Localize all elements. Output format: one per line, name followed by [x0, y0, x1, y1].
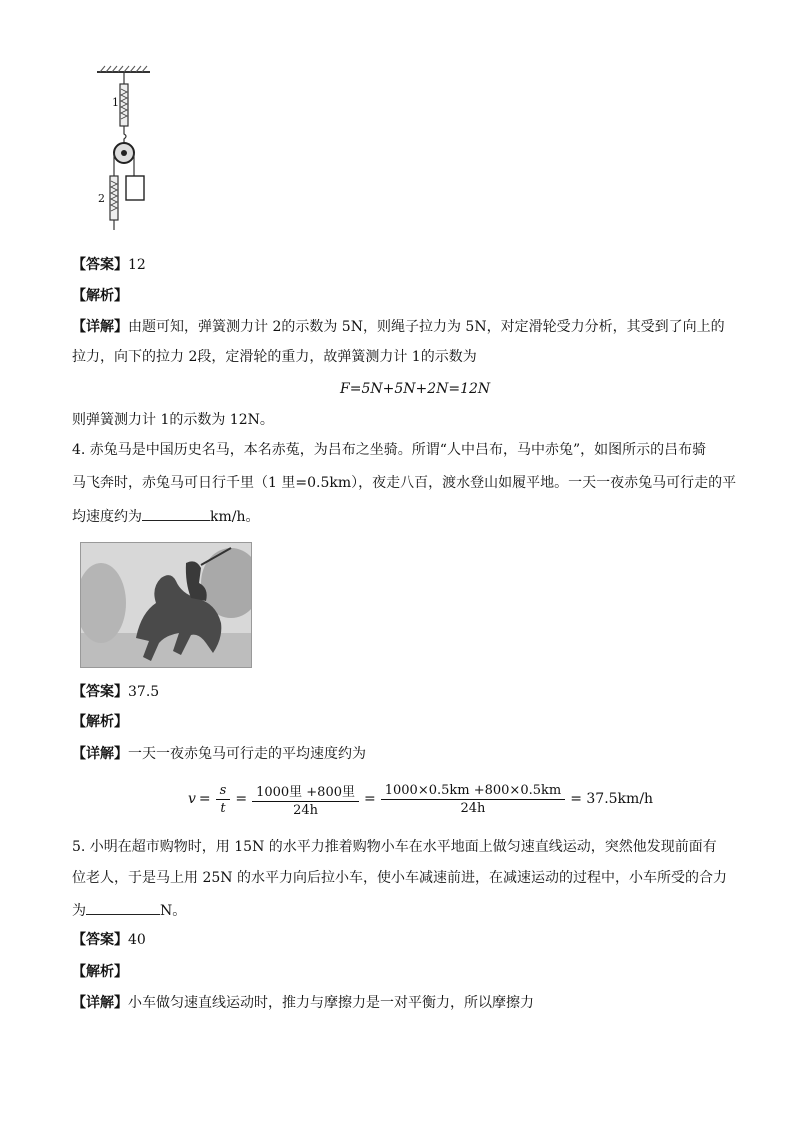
- q4-stem-line-1: 4. 赤兔马是中国历史名马，本名赤菟，为吕布之坐骑。所谓“人中吕布，马中赤兔”，如图所示的吕布骑: [72, 442, 707, 458]
- formula-s-over-t: [216, 783, 231, 816]
- q5-analysis-tag: 【解析】: [72, 964, 128, 980]
- q4-answer-value: 37.5: [128, 684, 160, 700]
- q5-stem-line-3: [72, 900, 186, 920]
- pulley-spring-scale-figure: [92, 64, 162, 236]
- scale-2-label: 2: [98, 192, 105, 205]
- horse-photo-svg: [81, 543, 251, 667]
- q3-detail-line-1: [72, 318, 725, 336]
- q5-stem-prefix: 为: [72, 903, 86, 919]
- q4-detail-text-1: 一天一夜赤兔马可行走的平均速度约为: [128, 746, 366, 762]
- q3-equation: F=5N+5N+2N=12N: [340, 381, 491, 397]
- scale-1-label: 1: [112, 96, 119, 109]
- formula-eq-1: =: [198, 791, 211, 807]
- q3-detail-text-1: 由题可知，弹簧测力计 2的示数为 5N，则绳子拉力为 5N，对定滑轮受力分析，其受到了向上的: [128, 319, 725, 335]
- q4-detail-line-1: [72, 745, 366, 763]
- detail-tag: 【详解】: [72, 746, 128, 762]
- q4-speed-formula: [188, 776, 653, 822]
- formula-fraction-li: [252, 781, 359, 818]
- q4-stem-line-3: [72, 506, 260, 526]
- q5-answer-value: 40: [128, 932, 146, 948]
- formula-eq-2: =: [235, 791, 248, 807]
- answer-tag: 【答案】: [72, 684, 128, 700]
- q3-detail-line-2: 拉力，向下的拉力 2段，定滑轮的重力，故弹簧测力计 1的示数为: [72, 349, 477, 365]
- formula-fraction-km: [381, 783, 565, 816]
- answer-blank: [142, 506, 210, 521]
- q3-answer-value: 12: [128, 257, 146, 273]
- formula-num-1: 1000里 +800里: [252, 781, 359, 802]
- q4-stem-suffix: km/h。: [210, 509, 260, 525]
- answer-tag: 【答案】: [72, 932, 128, 948]
- q5-stem-suffix: N。: [160, 903, 187, 919]
- formula-eq-3: =: [364, 791, 376, 807]
- q4-stem-line-2: 马飞奔时，赤兔马可日行千里（1 里=0.5km），夜走八百，渡水登山如履平地。一天一夜赤兔马可行走的平: [72, 475, 737, 491]
- formula-t: t: [220, 800, 226, 816]
- q3-answer-line: [72, 256, 146, 274]
- answer-tag: 【答案】: [72, 257, 128, 273]
- formula-den-1: 24h: [293, 802, 318, 818]
- q5-stem-line-1: 5. 小明在超市购物时，用 15N 的水平力推着购物小车在水平地面上做匀速直线运动，突然他发现前面有: [72, 839, 717, 855]
- detail-tag: 【详解】: [72, 995, 128, 1011]
- q3-analysis-tag: 【解析】: [72, 288, 128, 304]
- detail-tag: 【详解】: [72, 319, 128, 335]
- formula-v: v: [188, 791, 196, 807]
- q4-answer-line: [72, 683, 159, 701]
- lubu-horse-photo: [80, 542, 252, 668]
- q5-detail-text-1: 小车做匀速直线运动时，推力与摩擦力是一对平衡力，所以摩擦力: [128, 995, 534, 1011]
- q5-detail-line-1: [72, 994, 534, 1012]
- formula-s: s: [216, 783, 231, 800]
- q5-stem-line-2: 位老人，于是马上用 25N 的水平力向后拉小车，使小车减速前进，在减速运动的过程中，小车所受的合力: [72, 870, 727, 886]
- q5-answer-line: [72, 931, 146, 949]
- q4-analysis-tag: 【解析】: [72, 714, 128, 730]
- answer-blank: [86, 900, 160, 915]
- formula-num-2: 1000×0.5km +800×0.5km: [381, 783, 565, 800]
- q3-conclusion: 则弹簧测力计 1的示数为 12N。: [72, 412, 274, 428]
- formula-den-2: 24h: [460, 800, 486, 816]
- formula-result: = 37.5km/h: [570, 791, 654, 807]
- q4-stem-prefix: 均速度约为: [72, 509, 142, 525]
- pulley-diagram-svg: [92, 64, 162, 236]
